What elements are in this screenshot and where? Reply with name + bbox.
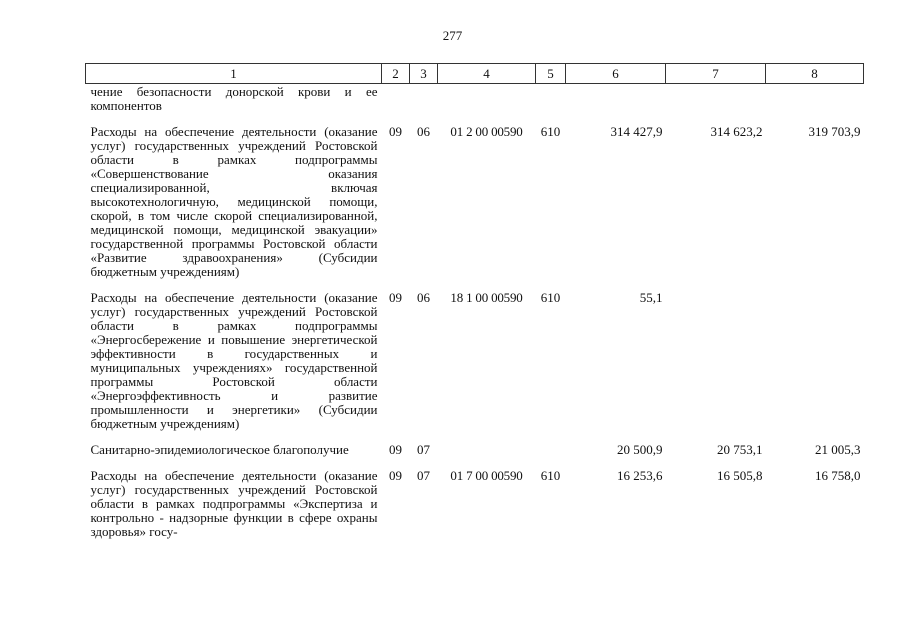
row-target-code bbox=[438, 443, 536, 469]
row-target-code: 01 2 00 00590 bbox=[450, 124, 523, 139]
row-amount-1: 20 500,9 bbox=[617, 442, 663, 457]
row-amount-1 bbox=[566, 84, 666, 126]
row-subsection: 06 bbox=[417, 290, 430, 305]
row-subsection: 07 bbox=[417, 468, 430, 483]
row-section: 09 bbox=[389, 124, 402, 139]
row-target-code: 18 1 00 00590 bbox=[450, 290, 523, 305]
column-header-2: 2 bbox=[382, 64, 410, 84]
row-section: 09 bbox=[389, 442, 402, 457]
row-description: Санитарно-эпидемиологическое благополучие bbox=[90, 442, 349, 457]
row-amount-3: 16 758,0 bbox=[815, 468, 861, 483]
row-subsection: 07 bbox=[417, 442, 430, 457]
column-header-8: 8 bbox=[766, 64, 864, 84]
table-header-row bbox=[86, 64, 864, 84]
row-subsection: 06 bbox=[417, 124, 430, 139]
row-amount-1: 55,1 bbox=[639, 290, 663, 305]
column-header-1: 1 bbox=[86, 64, 382, 84]
row-target-code bbox=[438, 84, 536, 126]
row-amount-3 bbox=[766, 84, 864, 126]
row-description: Расходы на обеспечение деятельности (оказание услуг) государственных учреждений Ростовской области в рамках подпрограммы «Энергосбережение и повышение энергетической эффективности в государственных и муниципальных учреждениях» государственной программы Ростовской области «Энергоэффективность и развитие промышленности и энергетики» (Субсидии бюджетным учреждениям) bbox=[90, 290, 378, 431]
row-amount-2: 20 753,1 bbox=[717, 442, 763, 457]
row-amount-1: 314 427,9 bbox=[610, 124, 663, 139]
table-row bbox=[86, 84, 864, 126]
table-row bbox=[86, 125, 864, 291]
row-expense-type bbox=[536, 443, 566, 469]
row-amount-3: 319 703,9 bbox=[808, 124, 861, 139]
row-section bbox=[382, 84, 410, 126]
row-description: Расходы на обеспечение деятельности (оказание услуг) государственных учреждений Ростовской области в рамках подпрограммы «Экспертиза и контрольно - надзорные функции в сфере охраны здоровья» госу- bbox=[90, 468, 378, 539]
table-row bbox=[86, 443, 864, 469]
column-header-5: 5 bbox=[536, 64, 566, 84]
table-row bbox=[86, 291, 864, 443]
row-expense-type bbox=[536, 84, 566, 126]
table-row bbox=[86, 469, 864, 539]
row-subsection bbox=[410, 84, 438, 126]
row-amount-2 bbox=[666, 84, 766, 126]
column-header-6: 6 bbox=[566, 64, 666, 84]
row-description: Расходы на обеспечение деятельности (оказание услуг) государственных учреждений Ростовской области в рамках подпрограммы «Совершенствование оказания специализированной, включая высокотехнологичную, медицинской помощи, скорой, в том числе скорой специализированной, медицинской помощи, медицинской эвакуации» государственной программы Ростовской области «Развитие здравоохранения» (Субсидии бюджетным учреждениям) bbox=[90, 124, 378, 279]
row-section: 09 bbox=[389, 290, 402, 305]
row-expense-type: 610 bbox=[540, 290, 561, 305]
row-amount-3 bbox=[766, 291, 864, 443]
row-amount-2: 314 623,2 bbox=[710, 124, 763, 139]
row-amount-2: 16 505,8 bbox=[717, 468, 763, 483]
row-amount-3: 21 005,3 bbox=[815, 442, 861, 457]
column-header-4: 4 bbox=[438, 64, 536, 84]
row-amount-1: 16 253,6 bbox=[617, 468, 663, 483]
column-header-3: 3 bbox=[410, 64, 438, 84]
row-expense-type: 610 bbox=[540, 124, 561, 139]
row-target-code: 01 7 00 00590 bbox=[450, 468, 523, 483]
column-header-7: 7 bbox=[666, 64, 766, 84]
row-description: чение безопасности донорской крови и ее компонентов bbox=[90, 84, 378, 113]
page-number: 277 bbox=[442, 28, 463, 43]
row-section: 09 bbox=[389, 468, 402, 483]
row-expense-type: 610 bbox=[540, 468, 561, 483]
budget-table bbox=[85, 63, 864, 539]
row-amount-2 bbox=[666, 291, 766, 443]
